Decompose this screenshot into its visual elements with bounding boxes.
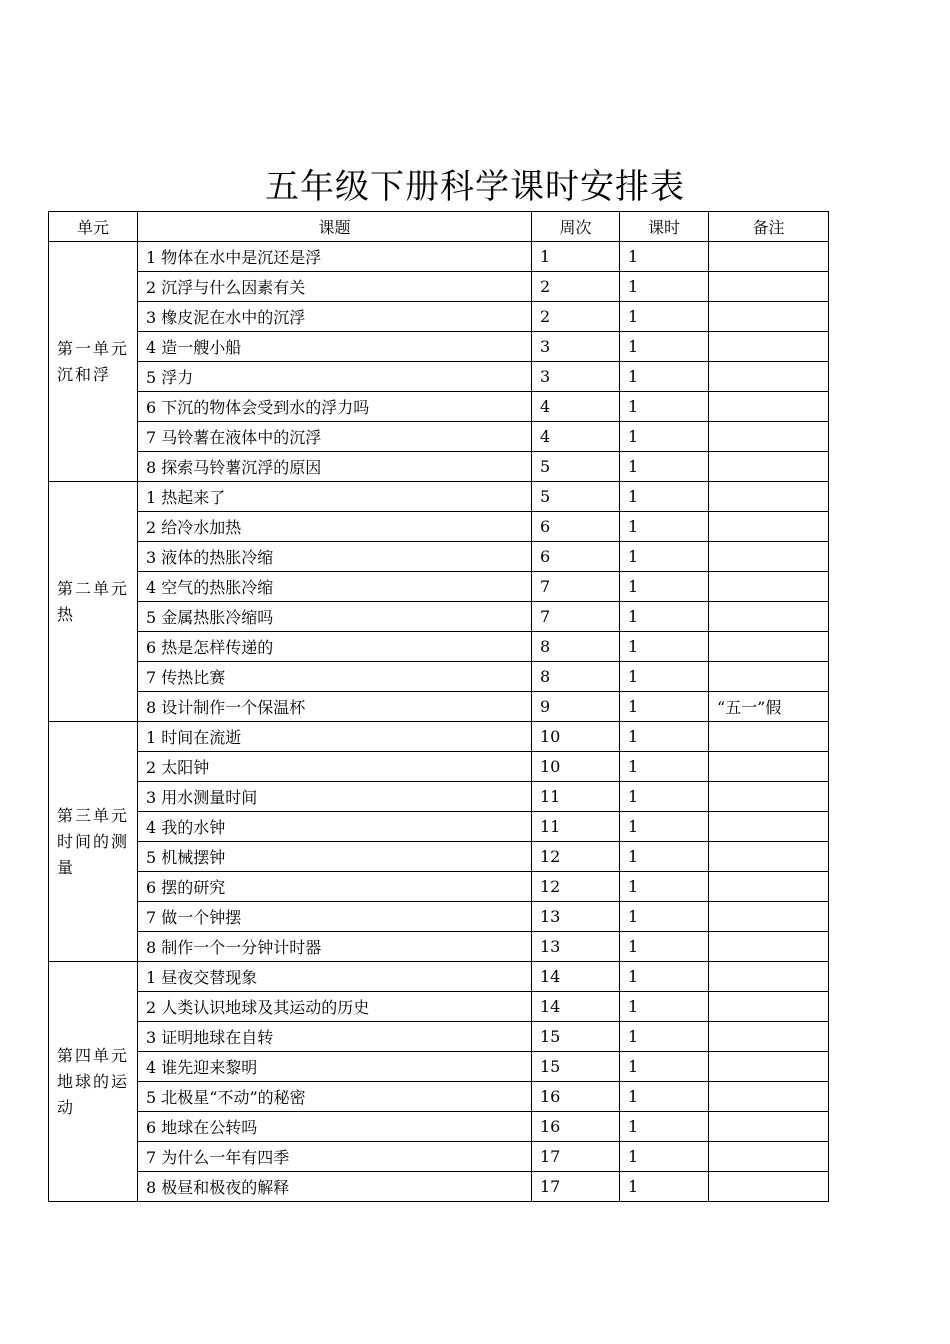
- lesson-topic: 6 下沉的物体会受到水的浮力吗: [138, 392, 532, 422]
- lesson-week: 17: [532, 1172, 620, 1202]
- table-row: [49, 722, 829, 752]
- lesson-topic: 2 人类认识地球及其运动的历史: [138, 992, 532, 1022]
- lesson-topic: 1 时间在流逝: [138, 722, 532, 752]
- lesson-hours: 1: [620, 662, 709, 692]
- lesson-note: [709, 842, 829, 872]
- table-row: [49, 632, 829, 662]
- lesson-hours: 1: [620, 692, 709, 722]
- lesson-hours: 1: [620, 512, 709, 542]
- table-row: [49, 1022, 829, 1052]
- table-row: [49, 512, 829, 542]
- table-row: [49, 872, 829, 902]
- lesson-hours: 1: [620, 902, 709, 932]
- table-row: [49, 932, 829, 962]
- lesson-note: [709, 482, 829, 512]
- lesson-hours: 1: [620, 782, 709, 812]
- unit-number: 第四单元: [57, 1045, 130, 1065]
- unit-cell: [49, 722, 138, 962]
- lesson-hours: 1: [620, 812, 709, 842]
- unit-number: 第二单元: [57, 578, 130, 598]
- header-topic: 课题: [138, 212, 532, 242]
- lesson-hours: 1: [620, 1022, 709, 1052]
- lesson-hours: 1: [620, 1142, 709, 1172]
- lesson-hours: 1: [620, 392, 709, 422]
- lesson-topic: 4 谁先迎来黎明: [138, 1052, 532, 1082]
- lesson-topic: 6 摆的研究: [138, 872, 532, 902]
- lesson-hours: 1: [620, 452, 709, 482]
- lesson-hours: 1: [620, 422, 709, 452]
- lesson-note: [709, 1082, 829, 1112]
- lesson-week: 2: [532, 272, 620, 302]
- lesson-hours: 1: [620, 1052, 709, 1082]
- lesson-hours: 1: [620, 1112, 709, 1142]
- table-row: [49, 362, 829, 392]
- lesson-note: [709, 992, 829, 1022]
- lesson-week: 3: [532, 362, 620, 392]
- unit-name: 沉和浮: [57, 364, 112, 384]
- unit-name: 地球的运动: [57, 1071, 130, 1117]
- lesson-week: 3: [532, 332, 620, 362]
- lesson-note: [709, 512, 829, 542]
- lesson-week: 8: [532, 662, 620, 692]
- lesson-topic: 8 设计制作一个保温杯: [138, 692, 532, 722]
- lesson-note: [709, 932, 829, 962]
- lesson-hours: 1: [620, 362, 709, 392]
- lesson-note: [709, 782, 829, 812]
- lesson-note: [709, 332, 829, 362]
- lesson-week: 7: [532, 602, 620, 632]
- table-row: [49, 422, 829, 452]
- lesson-note: [709, 722, 829, 752]
- lesson-hours: 1: [620, 872, 709, 902]
- table-row: [49, 482, 829, 512]
- lesson-hours: 1: [620, 632, 709, 662]
- lesson-note: [709, 602, 829, 632]
- header-hours: 课时: [620, 212, 709, 242]
- lesson-note: “五一”假: [709, 692, 829, 722]
- lesson-week: 8: [532, 632, 620, 662]
- lesson-note: [709, 752, 829, 782]
- lesson-week: 9: [532, 692, 620, 722]
- lesson-note: [709, 902, 829, 932]
- table-row: [49, 302, 829, 332]
- lesson-topic: 3 液体的热胀冷缩: [138, 542, 532, 572]
- table-row: [49, 842, 829, 872]
- lesson-note: [709, 362, 829, 392]
- lesson-week: 12: [532, 872, 620, 902]
- lesson-note: [709, 272, 829, 302]
- lesson-week: 13: [532, 902, 620, 932]
- table-row: [49, 962, 829, 992]
- lesson-topic: 4 空气的热胀冷缩: [138, 572, 532, 602]
- table-row: [49, 392, 829, 422]
- lesson-note: [709, 422, 829, 452]
- lesson-week: 10: [532, 722, 620, 752]
- lesson-week: 15: [532, 1052, 620, 1082]
- header-week: 周次: [532, 212, 620, 242]
- lesson-note: [709, 1022, 829, 1052]
- schedule-table: [48, 211, 829, 1202]
- table-row: [49, 242, 829, 272]
- lesson-note: [709, 662, 829, 692]
- table-row: [49, 542, 829, 572]
- unit-cell: [49, 482, 138, 722]
- lesson-week: 14: [532, 992, 620, 1022]
- lesson-topic: 4 我的水钟: [138, 812, 532, 842]
- table-body: [49, 242, 829, 1202]
- lesson-topic: 3 证明地球在自转: [138, 1022, 532, 1052]
- table-row: [49, 692, 829, 722]
- lesson-week: 11: [532, 812, 620, 842]
- lesson-hours: 1: [620, 272, 709, 302]
- unit-number: 第一单元: [57, 338, 130, 358]
- lesson-topic: 1 物体在水中是沉还是浮: [138, 242, 532, 272]
- lesson-hours: 1: [620, 602, 709, 632]
- lesson-week: 15: [532, 1022, 620, 1052]
- table-row: [49, 1112, 829, 1142]
- lesson-week: 14: [532, 962, 620, 992]
- lesson-hours: 1: [620, 482, 709, 512]
- lesson-note: [709, 872, 829, 902]
- lesson-note: [709, 1142, 829, 1172]
- lesson-hours: 1: [620, 242, 709, 272]
- table-row: [49, 572, 829, 602]
- lesson-topic: 8 极昼和极夜的解释: [138, 1172, 532, 1202]
- lesson-hours: 1: [620, 842, 709, 872]
- unit-number: 第三单元: [57, 805, 130, 825]
- lesson-topic: 1 热起来了: [138, 482, 532, 512]
- lesson-week: 4: [532, 422, 620, 452]
- lesson-topic: 6 地球在公转吗: [138, 1112, 532, 1142]
- table-row: [49, 812, 829, 842]
- unit-name: 时间的测量: [57, 831, 130, 877]
- lesson-hours: 1: [620, 1172, 709, 1202]
- unit-cell: [49, 962, 138, 1202]
- lesson-topic: 5 北极星“不动”的秘密: [138, 1082, 532, 1112]
- table-row: [49, 1082, 829, 1112]
- lesson-note: [709, 242, 829, 272]
- lesson-week: 6: [532, 512, 620, 542]
- lesson-topic: 3 橡皮泥在水中的沉浮: [138, 302, 532, 332]
- table-row: [49, 662, 829, 692]
- lesson-week: 16: [532, 1112, 620, 1142]
- lesson-week: 2: [532, 302, 620, 332]
- header-unit: 单元: [49, 212, 138, 242]
- table-header-row: [49, 212, 829, 242]
- lesson-note: [709, 1112, 829, 1142]
- page-title: 五年级下册科学课时安排表: [265, 167, 685, 207]
- lesson-hours: 1: [620, 302, 709, 332]
- table-row: [49, 992, 829, 1022]
- lesson-topic: 7 为什么一年有四季: [138, 1142, 532, 1172]
- lesson-topic: 8 制作一个一分钟计时器: [138, 932, 532, 962]
- lesson-hours: 1: [620, 722, 709, 752]
- lesson-week: 16: [532, 1082, 620, 1112]
- lesson-note: [709, 452, 829, 482]
- lesson-topic: 5 机械摆钟: [138, 842, 532, 872]
- lesson-note: [709, 1172, 829, 1202]
- lesson-hours: 1: [620, 992, 709, 1022]
- lesson-week: 1: [532, 242, 620, 272]
- lesson-hours: 1: [620, 1082, 709, 1112]
- lesson-week: 12: [532, 842, 620, 872]
- lesson-hours: 1: [620, 572, 709, 602]
- table-row: [49, 782, 829, 812]
- lesson-topic: 7 传热比赛: [138, 662, 532, 692]
- lesson-hours: 1: [620, 932, 709, 962]
- table-row: [49, 602, 829, 632]
- lesson-week: 10: [532, 752, 620, 782]
- lesson-week: 7: [532, 572, 620, 602]
- lesson-week: 5: [532, 482, 620, 512]
- lesson-note: [709, 962, 829, 992]
- table-row: [49, 752, 829, 782]
- lesson-topic: 7 马铃薯在液体中的沉浮: [138, 422, 532, 452]
- unit-cell: [49, 242, 138, 482]
- table-row: [49, 1052, 829, 1082]
- lesson-topic: 4 造一艘小船: [138, 332, 532, 362]
- lesson-hours: 1: [620, 542, 709, 572]
- lesson-topic: 2 太阳钟: [138, 752, 532, 782]
- lesson-topic: 2 沉浮与什么因素有关: [138, 272, 532, 302]
- lesson-week: 5: [532, 452, 620, 482]
- lesson-note: [709, 392, 829, 422]
- lesson-week: 17: [532, 1142, 620, 1172]
- table-row: [49, 1142, 829, 1172]
- lesson-week: 11: [532, 782, 620, 812]
- lesson-note: [709, 632, 829, 662]
- table-row: [49, 332, 829, 362]
- lesson-topic: 7 做一个钟摆: [138, 902, 532, 932]
- lesson-topic: 6 热是怎样传递的: [138, 632, 532, 662]
- header-note: 备注: [709, 212, 829, 242]
- lesson-note: [709, 302, 829, 332]
- lesson-hours: 1: [620, 962, 709, 992]
- lesson-note: [709, 1052, 829, 1082]
- lesson-note: [709, 812, 829, 842]
- lesson-hours: 1: [620, 752, 709, 782]
- lesson-topic: 2 给冷水加热: [138, 512, 532, 542]
- table-row: [49, 272, 829, 302]
- lesson-week: 6: [532, 542, 620, 572]
- lesson-week: 4: [532, 392, 620, 422]
- unit-name: 热: [57, 604, 76, 624]
- table-row: [49, 1172, 829, 1202]
- lesson-topic: 3 用水测量时间: [138, 782, 532, 812]
- lesson-topic: 8 探索马铃薯沉浮的原因: [138, 452, 532, 482]
- table-row: [49, 902, 829, 932]
- lesson-note: [709, 542, 829, 572]
- lesson-topic: 5 金属热胀冷缩吗: [138, 602, 532, 632]
- lesson-hours: 1: [620, 332, 709, 362]
- lesson-topic: 5 浮力: [138, 362, 532, 392]
- lesson-week: 13: [532, 932, 620, 962]
- table-row: [49, 452, 829, 482]
- lesson-note: [709, 572, 829, 602]
- lesson-topic: 1 昼夜交替现象: [138, 962, 532, 992]
